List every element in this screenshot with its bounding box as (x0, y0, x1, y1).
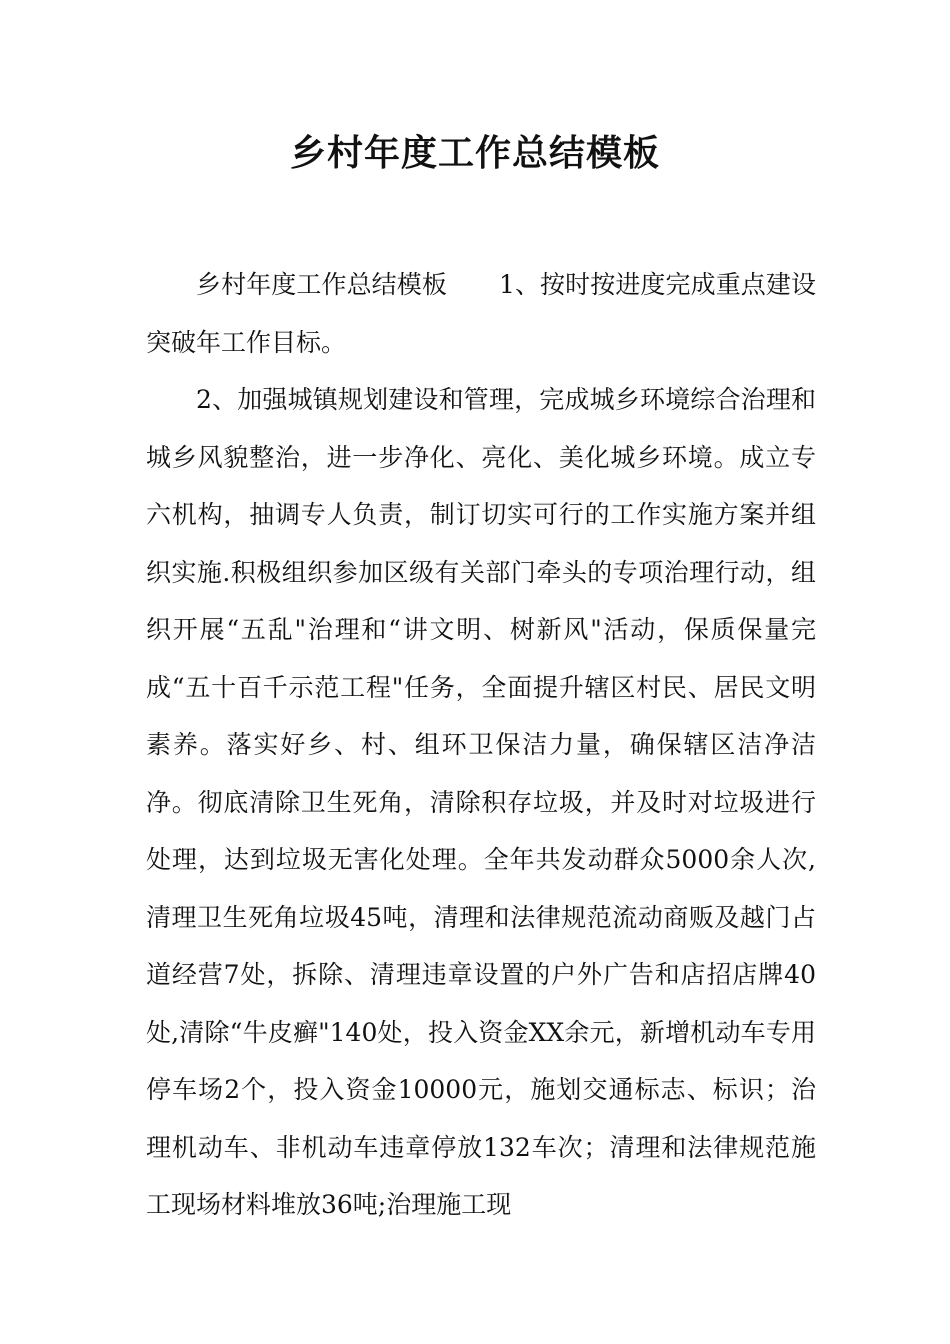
paragraph-1-lead: 乡村年度工作总结模板 (196, 270, 447, 299)
document-body (146, 256, 816, 1234)
paragraph-2 (146, 371, 816, 1234)
paragraph-1 (146, 256, 816, 371)
document-title: 乡村年度工作总结模板 (289, 133, 660, 174)
paragraph-1-text: 1、按时按进度完成重点建设突破年工作目标。 (146, 270, 816, 357)
paragraph-2-text: 2、加强城镇规划建设和管理，完成城乡环境综合治理和城乡风貌整治，进一步净化、亮化、美化城乡环境。成立专六机构，抽调专人负责，制订切实可行的工作实施方案并组织实施.积极组织参加区级有关部门牵头的专项治理行动，组织开展“五乱"治理和“讲文明、树新风"活动，保质保量完成“五十百千示范工程"任务，全面提升辖区村民、居民文明素养。落实好乡、村、组环卫保洁力量，确保辖区洁净洁净。彻底清除卫生死角，清除积存垃圾，并及时对垃圾进行处理，达到垃圾无害化处理。全年共发动群众5000余人次,清理卫生死角垃圾45吨，清理和法律规范流动商贩及越门占道经营7处，拆除、清理违章设置的户外广告和店招店牌40处,清除“牛皮癣"140处，投入资金XX余元，新增机动车专用停车场2个，投入资金10000元，施划交通标志、标识；治理机动车、非机动车违章停放132车次；清理和法律规范施工现场材料堆放36吨;治理施工现 (146, 385, 816, 1219)
